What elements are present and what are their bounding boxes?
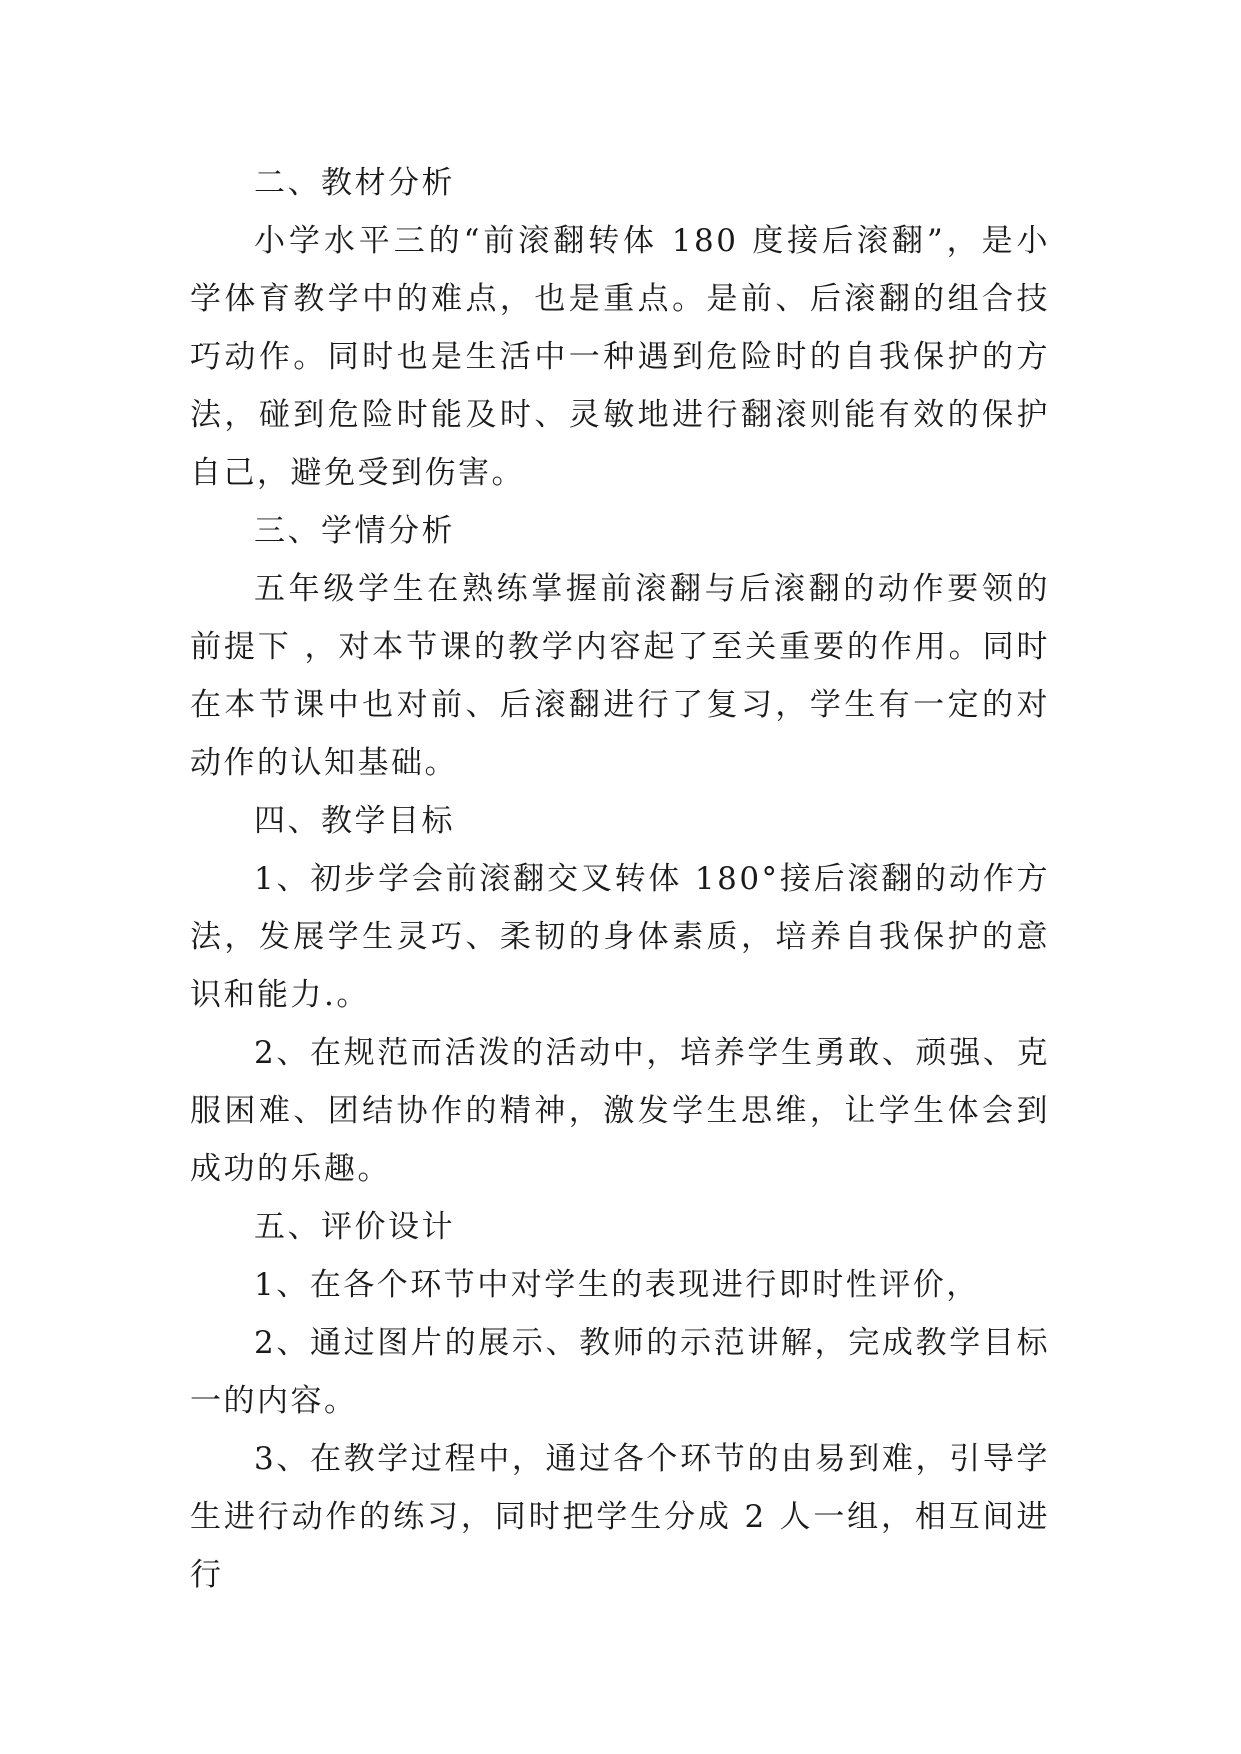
section-heading-teaching-goals: 四、教学目标 xyxy=(254,803,455,839)
paragraph-evaluation-2: 2、通过图片的展示、教师的示范讲解，完成教学目标一的内容。 xyxy=(190,1325,1050,1419)
paragraph-goal-2: 2、在规范而活泼的活动中，培养学生勇敢、顽强、克服困难、团结协作的精神，激发学生思维，让学生体会到成功的乐趣。 xyxy=(190,1035,1050,1187)
section-heading-textbook-analysis: 二、教材分析 xyxy=(254,165,455,201)
paragraph-evaluation-3: 3、在教学过程中，通过各个环节的由易到难，引导学生进行动作的练习，同时把学生分成 2 人一组，相互间进行 xyxy=(190,1441,1050,1593)
section-heading-learner-analysis: 三、学情分析 xyxy=(254,513,455,549)
section-heading-evaluation-design: 五、评价设计 xyxy=(254,1209,455,1245)
document-body xyxy=(190,154,1050,1604)
paragraph-learner-analysis: 五年级学生在熟练掌握前滚翻与后滚翻的动作要领的前提下 ，对本节课的教学内容起了至关重要的作用。同时在本节课中也对前、后滚翻进行了复习，学生有一定的对动作的认知基础。 xyxy=(190,571,1050,781)
paragraph-goal-1: 1、初步学会前滚翻交叉转体 180°接后滚翻的动作方法，发展学生灵巧、柔韧的身体素质，培养自我保护的意识和能力.。 xyxy=(190,861,1050,1013)
paragraph-evaluation-1: 1、在各个环节中对学生的表现进行即时性评价， xyxy=(254,1267,980,1303)
paragraph-textbook-analysis: 小学水平三的“前滚翻转体 180 度接后滚翻”，是小学体育教学中的难点，也是重点。是前、后滚翻的组合技巧动作。同时也是生活中一种遇到危险时的自我保护的方法，碰到危险时能及时、灵敏地进行翻滚则能有效的保护自己，避免受到伤害。 xyxy=(190,223,1050,491)
